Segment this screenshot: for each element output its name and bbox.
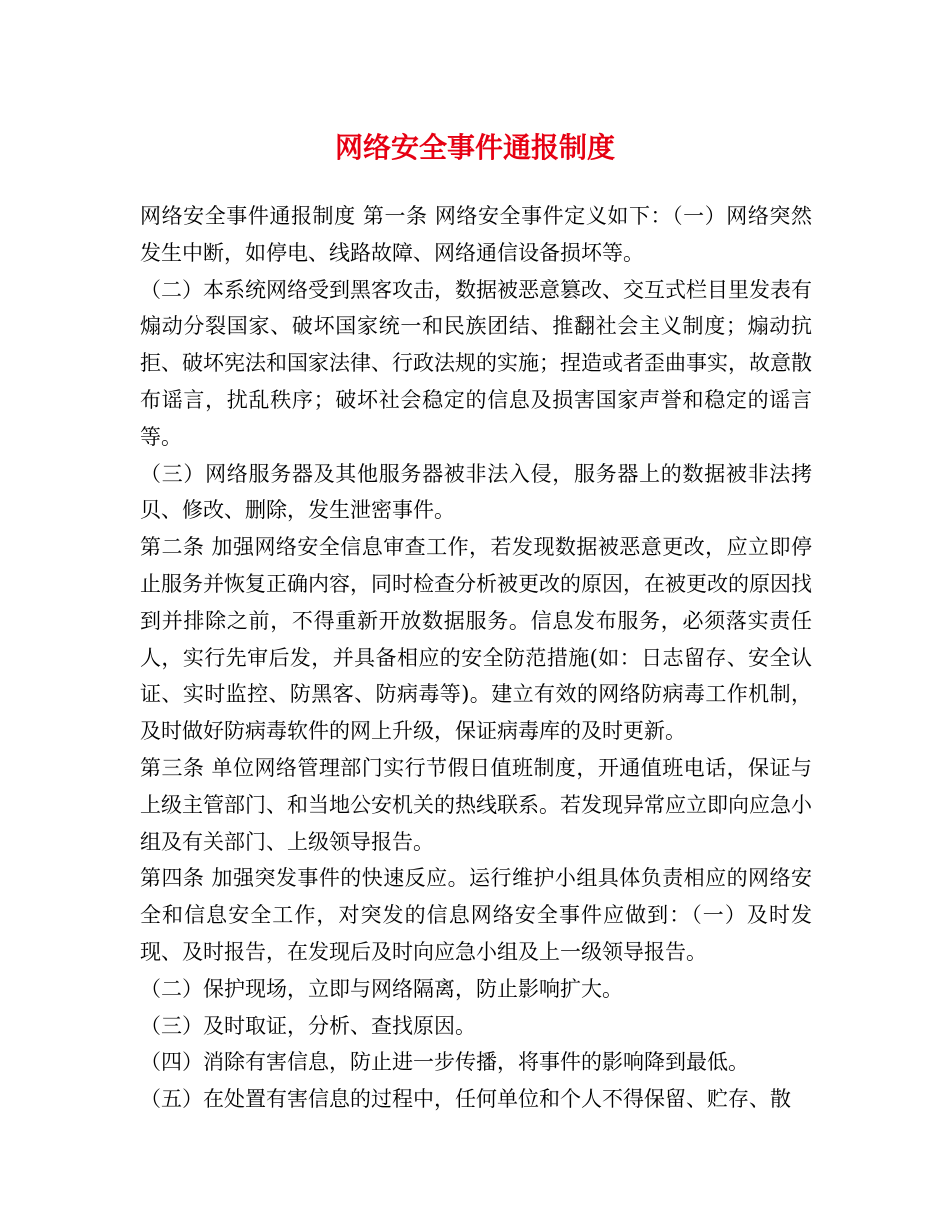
paragraph-article-3: 第三条 单位网络管理部门实行节假日值班制度，开通值班电话，保证与上级主管部门、和当地公安机关的热线联系。若发现异常应立即向应急小组及有关部门、上级领导报告。	[140, 755, 812, 854]
paragraph-item-2: （二）本系统网络受到黑客攻击，数据被恶意篡改、交互式栏目里发表有煽动分裂国家、破坏国家统一和民族团结、推翻社会主义制度；煽动抗拒、破坏宪法和国家法律、行政法规的实施；捏造或者歪曲事实，故意散布谣言，扰乱秩序；破坏社会稳定的信息及损害国家声誉和稳定的谣言等。	[140, 277, 812, 449]
paragraph-article-2: 第二条 加强网络安全信息审查工作，若发现数据被恶意更改，应立即停止服务并恢复正确内容，同时检查分析被更改的原因，在被更改的原因找到并排除之前，不得重新开放数据服务。信息发布服务，必须落实责任人，实行先审后发，并具备相应的安全防范措施(如：日志留存、安全认证、实时监控、防黑客、防病毒等)。建立有效的网络防病毒工作机制，及时做好防病毒软件的网上升级，保证病毒库的及时更新。	[140, 535, 812, 744]
paragraph-item-3: （三）网络服务器及其他服务器被非法入侵，服务器上的数据被非法拷贝、修改、删除，发生泄密事件。	[140, 461, 812, 523]
paragraph-measure-2: （二）保护现场，立即与网络隔离，防止影响扩大。	[140, 976, 623, 1001]
document-body	[140, 198, 812, 1118]
paragraph-measure-3: （三）及时取证，分析、查找原因。	[140, 1013, 476, 1038]
paragraph-measure-5: （五）在处置有害信息的过程中，任何单位和个人不得保留、贮存、散	[140, 1087, 791, 1112]
paragraph-article-1: 网络安全事件通报制度 第一条 网络安全事件定义如下：（一）网络突然发生中断，如停电、线路故障、网络通信设备损坏等。	[140, 204, 812, 265]
paragraph-article-4: 第四条 加强突发事件的快速反应。运行维护小组具体负责相应的网络安全和信息安全工作，对突发的信息网络安全事件应做到：（一）及时发现、及时报告，在发现后及时向应急小组及上一级领导报告。	[140, 866, 812, 964]
paragraph-measure-4: （四）消除有害信息，防止进一步传播，将事件的影响降到最低。	[140, 1050, 749, 1075]
document-title: 网络安全事件通报制度	[334, 131, 615, 164]
